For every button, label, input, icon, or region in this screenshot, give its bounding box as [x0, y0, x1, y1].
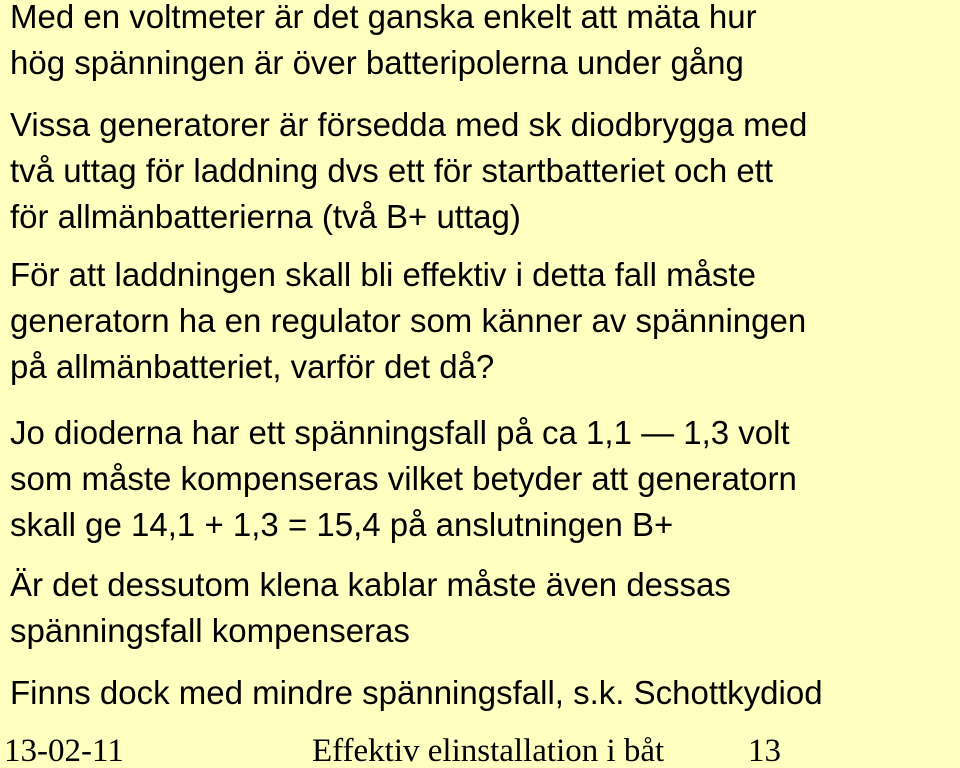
text-line: Finns dock med mindre spänningsfall, s.k. Schottkydiod — [10, 674, 823, 711]
text-line: Vissa generatorer är försedda med sk diodbrygga med — [10, 106, 808, 143]
text-line: på allmänbatteriet, varför det då? — [10, 348, 495, 385]
text-line: För att laddningen skall bli effektiv i detta fall måste — [10, 256, 756, 293]
paragraph-regulator — [10, 252, 806, 390]
text-line: två uttag för laddning dvs ett för startbatteriet och ett — [10, 152, 774, 189]
paragraph-schottkydiod — [10, 670, 823, 716]
slide-footer — [0, 728, 960, 768]
text-line: Med en voltmeter är det ganska enkelt att mäta hur — [10, 0, 757, 35]
footer-date: 13-02-11 — [4, 733, 124, 768]
paragraph-kablar — [10, 562, 731, 654]
text-line: generatorn ha en regulator som känner av spänningen — [10, 302, 807, 339]
paragraph-diodbrygga — [10, 102, 807, 240]
paragraph-voltmeter — [10, 0, 757, 86]
text-line: hög spänningen är över batteripolerna under gång — [10, 44, 744, 81]
page-number: 13 — [748, 733, 781, 768]
text-line: som måste kompenseras vilket betyder att generatorn — [10, 460, 797, 497]
paragraph-spanningsfall — [10, 410, 797, 548]
text-line: Jo dioderna har ett spänningsfall på ca 1,1 — 1,3 volt — [10, 414, 790, 451]
text-line: för allmänbatterierna (två B+ uttag) — [10, 198, 521, 235]
footer-title: Effektiv elinstallation i båt — [312, 733, 665, 768]
text-line: skall ge 14,1 + 1,3 = 15,4 på anslutningen B+ — [10, 506, 674, 543]
text-line: spänningsfall kompenseras — [10, 612, 410, 649]
text-line: Är det dessutom klena kablar måste även dessas — [10, 566, 731, 603]
